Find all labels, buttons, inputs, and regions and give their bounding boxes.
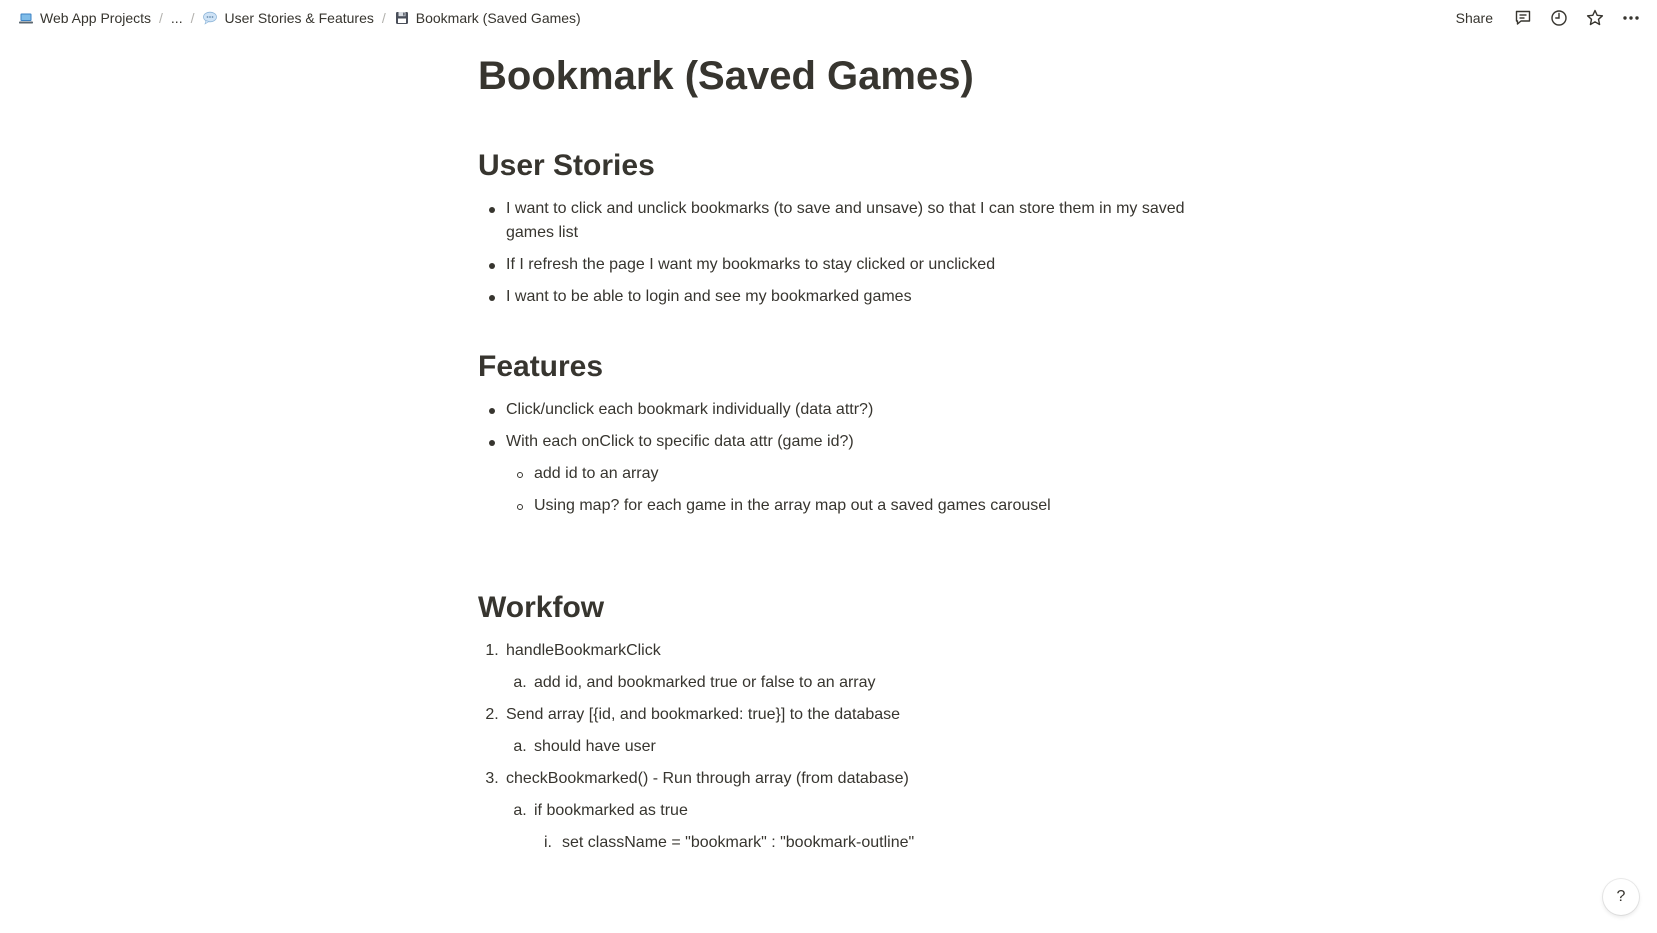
roman-marker: i.: [544, 834, 552, 851]
floppy-disk-icon: [394, 10, 410, 26]
number-marker: 3.: [485, 770, 499, 787]
breadcrumb-label: User Stories & Features: [224, 10, 374, 26]
heading-user-stories[interactable]: User Stories: [478, 149, 655, 182]
list-item-text: Send array [{id, and bookmarked: true}] to the database: [506, 706, 901, 723]
list-item[interactable]: [478, 398, 1198, 422]
heading-features[interactable]: Features: [478, 350, 604, 383]
list-item[interactable]: [506, 735, 1198, 759]
laptop-icon: [18, 10, 34, 26]
list-item-text: Using map? for each game in the array map out a saved games carousel: [534, 497, 1051, 514]
bullet-marker: [478, 253, 506, 277]
bullet-marker: [506, 494, 534, 518]
bullet-marker: [478, 197, 506, 245]
list-item[interactable]: [506, 799, 1198, 823]
list-item-text: add id, and bookmarked true or false to an array: [534, 674, 876, 691]
bullet-marker: [506, 462, 534, 486]
list-item-text: handleBookmarkClick: [506, 642, 661, 659]
star-icon[interactable]: [1581, 4, 1609, 32]
list-item[interactable]: [506, 462, 1198, 486]
heading-workflow[interactable]: Workfow: [478, 591, 605, 624]
list-item-text: set className = "bookmark" : "bookmark-outline": [562, 834, 915, 851]
list-item[interactable]: [478, 639, 1198, 663]
list-item[interactable]: [506, 671, 1198, 695]
breadcrumb-item-web-app-projects[interactable]: [14, 8, 155, 28]
page-title[interactable]: Bookmark (Saved Games): [478, 54, 974, 98]
list-item[interactable]: [478, 430, 1198, 454]
list-item[interactable]: [478, 703, 1198, 727]
list-item-text: I want to be able to login and see my bookmarked games: [506, 288, 912, 305]
help-button[interactable]: ?: [1603, 879, 1639, 915]
list-item[interactable]: [478, 253, 1198, 277]
list-item-text: checkBookmarked() - Run through array (from database): [506, 770, 909, 787]
breadcrumb-item-user-stories-features[interactable]: [198, 8, 377, 28]
breadcrumb-item-ellipsis[interactable]: [167, 8, 187, 28]
number-marker: 1.: [485, 642, 499, 659]
breadcrumb: [14, 8, 585, 28]
bullet-marker: [478, 430, 506, 454]
breadcrumb-separator: /: [381, 10, 386, 26]
header-actions: [1448, 4, 1645, 32]
more-icon[interactable]: [1617, 4, 1645, 32]
list-item[interactable]: [506, 494, 1198, 518]
list-item-text: add id to an array: [534, 465, 659, 482]
comment-icon[interactable]: [1509, 4, 1537, 32]
speech-bubble-icon: [202, 10, 218, 26]
list-item-text: Click/unclick each bookmark individually (data attr?): [506, 401, 874, 418]
breadcrumb-item-bookmark-saved-games[interactable]: [390, 8, 585, 28]
breadcrumb-separator: /: [190, 10, 195, 26]
list-item[interactable]: [478, 197, 1198, 245]
list-item-text: I want to click and unclick bookmarks (to save and unsave) so that I can store them in my saved games list: [506, 200, 1185, 241]
letter-marker: a.: [513, 738, 527, 755]
letter-marker: a.: [513, 802, 527, 819]
share-button[interactable]: Share: [1455, 10, 1493, 26]
letter-marker: a.: [513, 674, 527, 691]
breadcrumb-label: Bookmark (Saved Games): [415, 10, 581, 26]
breadcrumb-label: ...: [170, 10, 183, 26]
number-marker: 2.: [485, 706, 499, 723]
bullet-marker: [478, 398, 506, 422]
list-item[interactable]: [478, 285, 1198, 309]
breadcrumb-separator: /: [159, 10, 163, 26]
list-item-text: If I refresh the page I want my bookmarks to stay clicked or unclicked: [506, 256, 996, 273]
list-item[interactable]: [478, 767, 1198, 791]
top-bar: [0, 0, 1657, 36]
list-item-text: With each onClick to specific data attr (game id?): [506, 433, 854, 450]
bullet-marker: [478, 285, 506, 309]
clock-icon[interactable]: [1545, 4, 1573, 32]
breadcrumb-label: Web App Projects: [40, 10, 152, 26]
list-item-text: if bookmarked as true: [534, 802, 688, 819]
list-item-text: should have user: [534, 738, 656, 755]
list-item[interactable]: [534, 831, 1198, 855]
